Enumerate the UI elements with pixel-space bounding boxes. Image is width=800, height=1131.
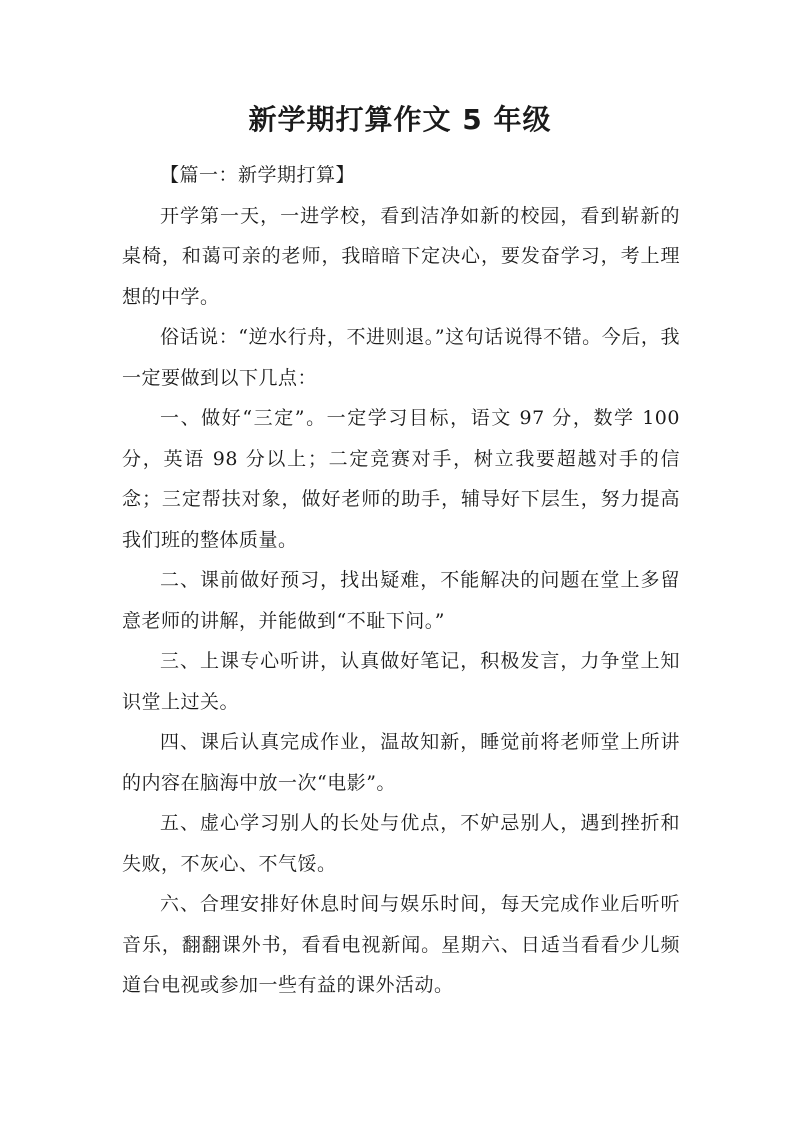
document-title: 新学期打算作文 5 年级 (248, 103, 552, 136)
paragraph-4: 二、课前做好预习，找出疑难，不能解决的问题在堂上多留意老师的讲解，并能做到“不耻下问。” (122, 569, 680, 632)
section-label: 【篇一：新学期打算】 (160, 164, 356, 186)
paragraph-5: 三、上课专心听讲，认真做好笔记，积极发言，力争堂上知识堂上过关。 (122, 650, 680, 713)
paragraph-7: 五、虚心学习别人的长处与优点，不妒忌别人，遇到挫折和失败，不灰心、不气馁。 (122, 812, 680, 875)
paragraph-2: 俗话说：“逆水行舟，不进则退。”这句话说得不错。今后，我一定要做到以下几点： (122, 326, 680, 389)
paragraph-8: 六、合理安排好休息时间与娱乐时间，每天完成作业后听听音乐，翻翻课外书，看看电视新闻。星期六、日适当看看少儿频道台电视或参加一些有益的课外活动。 (122, 893, 680, 996)
paragraph-3: 一、做好“三定”。一定学习目标，语文 97 分，数学 100 分，英语 98 分以上；二定竞赛对手，树立我要超越对手的信念；三定帮扶对象，做好老师的助手，辅导好下层生，努力提高我们班的整体质量。 (122, 407, 680, 551)
paragraph-1: 开学第一天，一进学校，看到洁净如新的校园，看到崭新的桌椅，和蔼可亲的老师，我暗暗下定决心，要发奋学习，考上理想的中学。 (122, 204, 680, 308)
document-body (122, 155, 680, 1006)
paragraph-6: 四、课后认真完成作业，温故知新，睡觉前将老师堂上所讲的内容在脑海中放一次“电影”。 (122, 731, 680, 794)
